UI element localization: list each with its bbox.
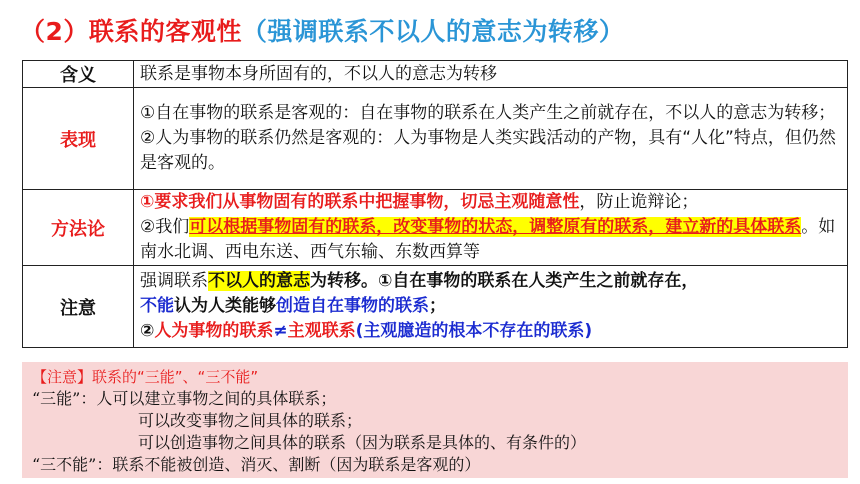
attention-text-b: 为转移。①自在事物的联系在人类产生之前就存在， [310,271,699,291]
row-head-expression: 表现 [23,88,134,190]
note-line-3: 可以创造事物之间具体的联系（因为联系是具体的、有条件的） [138,433,587,452]
note-line-1: “三能”：人可以建立事物之间的具体联系； [32,389,337,408]
note-title: 【注意】联系的“三能”、“三不能” [32,368,259,386]
table-row [23,88,848,190]
content-table [22,60,848,348]
attention-highlight: 不以人的意志 [208,271,310,291]
table-row [23,61,848,88]
row-body-attention [134,266,848,348]
attention-blue-paren: (主观臆造的根本不存在的联系) [355,321,593,341]
attention-blue-cannot: 不能 [140,296,174,316]
expression-line-1: ①自在事物的联系是客观的：自在事物的联系在人类产生之前就存在，不以人的意志为转移； [140,103,836,123]
row-body-expression [134,88,848,190]
attention-blue-create: 创造自在事物的联系 [276,296,429,316]
methodology-example: 。如南水北调、西电东送、西气东输、东数西算等 [140,217,836,262]
methodology-line-2 [140,215,841,265]
methodology-line-1 [140,190,841,215]
attention-text-c: 认为人类能够 [174,296,276,316]
row-head-methodology: 方法论 [23,190,134,266]
attention-line-2 [140,294,841,319]
methodology-prefix: ②我们 [140,217,190,237]
meaning-text: 联系是事物本身所固有的，不以人的意志为转移 [140,63,497,84]
title-subtitle: （强调联系不以人的意志为转移） [241,17,625,46]
attention-text-a: 强调联系 [140,271,208,291]
methodology-tail-text: ，防止诡辩论； [579,192,699,212]
note-box [22,362,848,478]
attention-line-1 [140,269,841,294]
attention-red-human: 人为事物的联系 [154,321,274,341]
row-body-meaning [134,61,848,88]
page-title [20,12,624,48]
methodology-highlight: 可以根据事物固有的联系，改变事物的状态，调整原有的联系，建立新的具体联系 [189,217,802,237]
row-body-methodology [134,190,848,266]
attention-text-d: ； [429,296,446,316]
row-head-meaning: 含义 [23,61,134,88]
attention-red-subjective: 主观联系 [287,321,356,341]
attention-neq: ≠ [273,321,288,341]
methodology-red-text: ①要求我们从事物固有的联系中把握事物，切忌主观随意性 [140,192,580,212]
table-row [23,266,848,348]
note-line-4: “三不能”：联系不能被创造、消灭、割断（因为联系是客观的） [32,455,481,474]
title-main: （2）联系的客观性 [20,17,242,46]
row-head-attention: 注意 [23,266,134,348]
attention-num: ② [140,321,155,341]
attention-line-3 [140,319,841,344]
expression-line-2: ②人为事物的联系仍然是客观的：人为事物是人类实践活动的产物，具有“人化”特点，但仍然是客观的。 [140,128,836,173]
note-line-2: 可以改变事物之间具体的联系； [138,411,363,430]
table-row [23,190,848,266]
